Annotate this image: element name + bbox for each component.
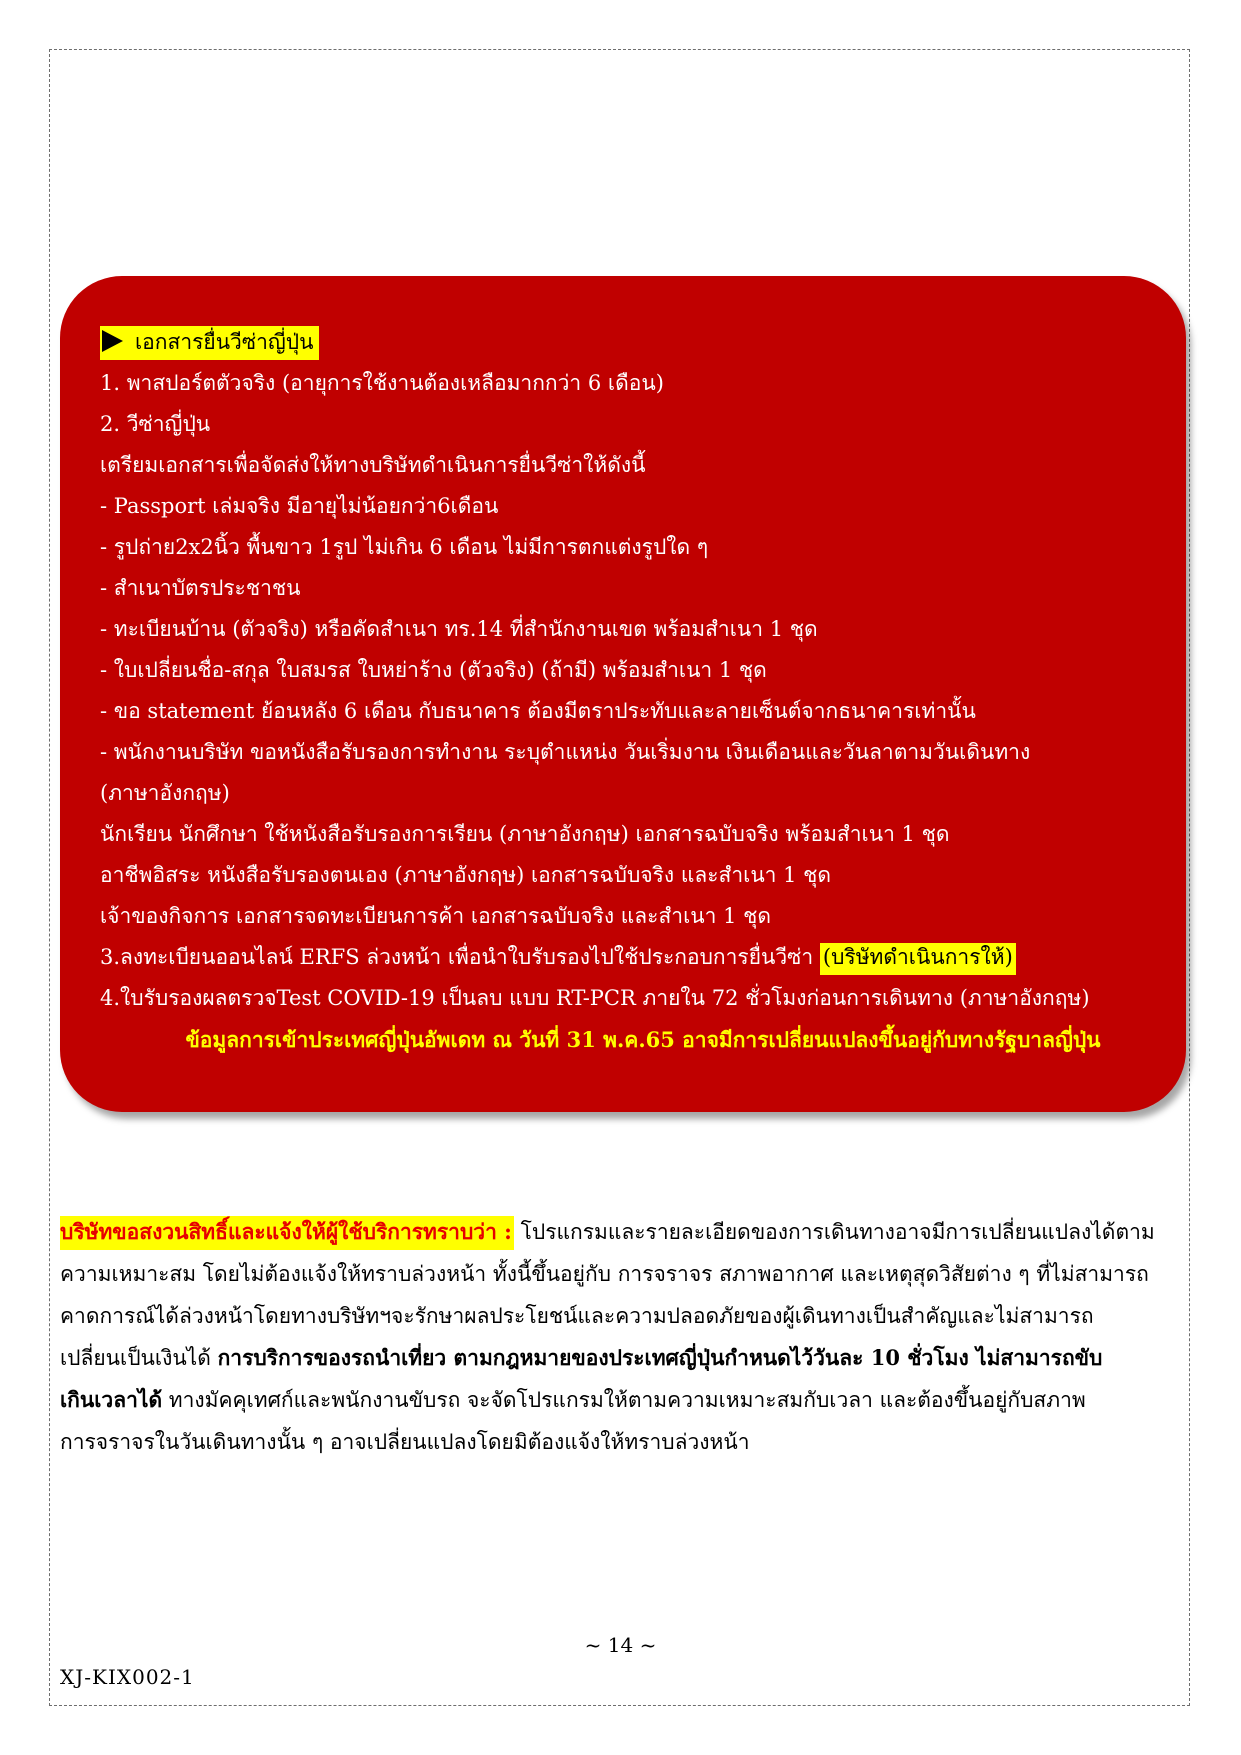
list-item: - ทะเบียนบ้าน (ตัวจริง) หรือคัดสำเนา ทร.14 ที่สำนักงานเขต พร้อมสำเนา 1 ชุด: [100, 617, 818, 641]
disclaimer-label: บริษัทขอสงวนสิทธิ์และแจ้งให้ผู้ใช้บริการทราบว่า :: [60, 1216, 514, 1250]
disclaimer-line: [60, 1379, 1185, 1421]
document-code: XJ-KIX002-1: [60, 1665, 195, 1689]
erfs-text: 3.ลงทะเบียนออนไลน์ ERFS ล่วงหน้า เพื่อนำใบรับรองไปใช้ประกอบการยื่นวีซ่า: [100, 945, 814, 969]
disclaimer-line: [60, 1337, 1185, 1379]
erfs-line: [100, 937, 1156, 978]
disclaimer-line: คาดการณ์ได้ล่วงหน้าโดยทางบริษัทฯจะรักษาผลประโยชน์และความปลอดภัยของผู้เดินทางเป็นสำคัญและไม่สามารถ: [60, 1304, 1094, 1328]
erfs-highlight: (บริษัทดำเนินการให้): [820, 943, 1016, 975]
page-number: ~ 14 ~: [584, 1633, 657, 1657]
list-item: - สำเนาบัตรประชาชน: [100, 576, 301, 600]
visa-documents-title: [100, 326, 319, 360]
list-item: อาชีพอิสระ หนังสือรับรองตนเอง (ภาษาอังกฤษ) เอกสารฉบับจริง และสำเนา 1 ชุด: [100, 863, 832, 887]
update-note: ข้อมูลการเข้าประเทศญี่ปุ่นอัพเดท ณ วันที่ 31 พ.ค.65 อาจมีการเปลี่ยนแปลงขึ้นอยู่กับทางรัฐบาลญี่ปุ่น: [185, 1027, 1101, 1052]
disclaimer-bold-text: การบริการของรถนำเที่ยว ตามกฎหมายของประเทศญี่ปุ่นกำหนดไว้วันละ 10 ชั่วโมง ไม่สามารถขับ: [217, 1345, 1103, 1370]
disclaimer-text: โปรแกรมและรายละเอียดของการเดินทางอาจมีการเปลี่ยนแปลงได้ตาม: [513, 1220, 1155, 1244]
covid-line: 4.ใบรับรองผลตรวจTest COVID-19 เป็นลบ แบบ RT-PCR ภายใน 72 ชั่วโมงก่อนการเดินทาง (ภาษาอังกฤษ): [100, 986, 1090, 1010]
list-item: เตรียมเอกสารเพื่อจัดส่งให้ทางบริษัทดำเนินการยื่นวีซ่าให้ดังนี้: [100, 453, 646, 477]
play-triangle-icon: [102, 330, 123, 352]
disclaimer-line: [60, 1211, 1185, 1253]
disclaimer-text: ทางมัคคุเทศก์และพนักงานขับรถ จะจัดโปรแกรมให้ตามความเหมาะสมกับเวลา และต้องขึ้นอยู่กับสภาพ: [162, 1388, 1086, 1412]
visa-documents-title-line: [100, 322, 1156, 363]
list-item: - พนักงานบริษัท ขอหนังสือรับรองการทำงาน ระบุตำแหน่ง วันเริ่มงาน เงินเดือนและวันลาตามวันเดินทาง: [100, 740, 1031, 764]
list-item: 1. พาสปอร์ตตัวจริง (อายุการใช้งานต้องเหลือมากกว่า 6 เดือน): [100, 371, 664, 395]
list-item: - ขอ statement ย้อนหลัง 6 เดือน กับธนาคาร ต้องมีตราประทับและลายเซ็นต์จากธนาคารเท่านั้น: [100, 699, 976, 723]
list-item: 2. วีซ่าญี่ปุ่น: [100, 412, 211, 436]
disclaimer-text: เปลี่ยนเป็นเงินได้: [60, 1346, 218, 1370]
disclaimer-line: การจราจรในวันเดินทางนั้น ๆ อาจเปลี่ยนแปลงโดยมิต้องแจ้งให้ทราบล่วงหน้า: [60, 1430, 750, 1454]
visa-documents-content: [100, 322, 1156, 1060]
list-item: (ภาษาอังกฤษ): [100, 781, 230, 805]
list-item: เจ้าของกิจการ เอกสารจดทะเบียนการค้า เอกสารฉบับจริง และสำเนา 1 ชุด: [100, 904, 771, 928]
list-item: - ใบเปลี่ยนชื่อ-สกุล ใบสมรส ใบหย่าร้าง (ตัวจริง) (ถ้ามี) พร้อมสำเนา 1 ชุด: [100, 658, 767, 682]
disclaimer: [60, 1211, 1185, 1463]
list-item: - รูปถ่าย2x2นิ้ว พื้นขาว 1รูป ไม่เกิน 6 เดือน ไม่มีการตกแต่งรูปใด ๆ: [100, 535, 709, 559]
list-item: - Passport เล่มจริง มีอายุไม่น้อยกว่า6เดือน: [100, 494, 499, 518]
disclaimer-bold-text: เกินเวลาได้: [60, 1387, 163, 1412]
disclaimer-line: ความเหมาะสม โดยไม่ต้องแจ้งให้ทราบล่วงหน้า ทั้งนี้ขึ้นอยู่กับ การจราจร สภาพอากาศ และเหตุสุดวิสัยต่าง ๆ ที่ไม่สามารถ: [60, 1262, 1149, 1286]
visa-documents-box: [60, 276, 1186, 1112]
visa-documents-title-text: เอกสารยื่นวีซ่าญี่ปุ่น: [135, 330, 314, 354]
list-item: นักเรียน นักศึกษา ใช้หนังสือรับรองการเรียน (ภาษาอังกฤษ) เอกสารฉบับจริง พร้อมสำเนา 1 ชุด: [100, 822, 950, 846]
